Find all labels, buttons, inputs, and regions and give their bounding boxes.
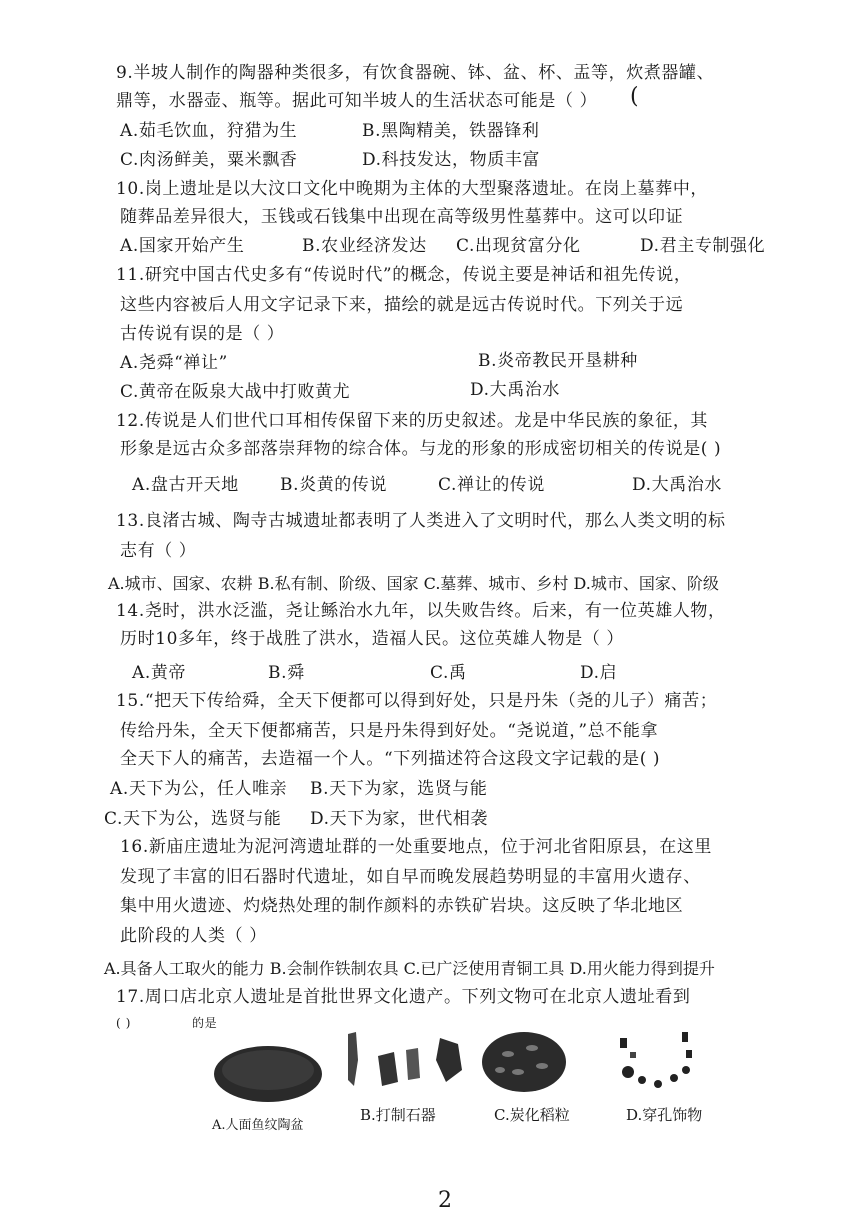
q11-option-d: D.大禹治水 (470, 380, 561, 400)
q14-option-b: B.舜 (268, 663, 305, 683)
q9-option-b: B.黑陶精美，铁器锋利 (362, 121, 540, 141)
q14-option-c: C.禹 (430, 663, 467, 683)
q11-option-a: A.尧舜“禅让” (120, 353, 228, 373)
q11-option-c: C.黄帝在阪泉大战中打败黄尤 (120, 382, 351, 402)
q12-option-d: D.大禹治水 (632, 475, 723, 495)
q14-option-d: D.启 (580, 663, 618, 683)
q17-option-c: C.炭化稻粒 (494, 1106, 570, 1124)
q15-option-a: A.天下为公，任人唯亲 (110, 779, 288, 799)
q10-option-c: C.出现贫富分化 (456, 236, 581, 256)
q16-stem-line2: 发现了丰富的旧石器时代遗址，如自早而晚发展趋势明显的丰富用火遗存、 (120, 867, 701, 887)
q11-stem-line3: 古传说有误的是（ ） (120, 324, 285, 344)
q16-stem-line1: 16.新庙庄遗址为泥河湾遗址群的一处重要地点，位于河北省阳原县，在这里 (120, 837, 713, 857)
q17-stem-line1: 17.周口店北京人遗址是首批世界文化遗产。下列文物可在北京人遗址看到 (116, 987, 691, 1007)
q13-options: A.城市、国家、农耕 B.私有制、阶级、国家 C.墓葬、城市、乡村 D.城市、国家、阶级 (108, 574, 719, 593)
q12-option-c: C.禅让的传说 (438, 475, 546, 495)
q17-answer-bracket: ( ) (116, 1016, 131, 1030)
q12-stem-line2: 形象是远古众多部落崇拜物的综合体。与龙的形象的形成密切相关的传说是( ) (120, 439, 722, 459)
q16-stem-line3: 集中用火遗迹、灼烧热处理的制作颜料的赤铁矿岩块。这反映了华北地区 (120, 896, 684, 916)
q15-option-b: B.天下为家，选贤与能 (310, 779, 488, 799)
q9-option-a: A.茹毛饮血，狩猎为生 (120, 121, 298, 141)
q10-stem-line2: 随葬品差异很大，玉钱或石钱集中出现在高等级男性墓葬中。这可以印证 (120, 207, 684, 227)
q12-option-a: A.盘古开天地 (132, 475, 239, 495)
q12-stem-line1: 12.传说是人们世代口耳相传保留下来的历史叙述。龙是中华民族的象征，其 (116, 411, 709, 431)
q10-stem-line1: 10.岗上遗址是以大汶口文化中晚期为主体的大型聚落遗址。在岗上墓葬中， (116, 179, 709, 199)
q11-stem-line2: 这些内容被后人用文字记录下来，描绘的就是远古传说时代。下列关于远 (120, 295, 684, 315)
q15-option-d: D.天下为家，世代相袭 (310, 809, 489, 829)
q9-stem-line1: 9.半坡人制作的陶器种类很多，有饮食器碗、钵、盆、杯、盂等，炊煮器罐、 (116, 63, 715, 83)
q10-option-b: B.农业经济发达 (302, 236, 427, 256)
carbonized-rice-image (478, 1026, 570, 1096)
q16-stem-line4: 此阶段的人类（ ） (120, 926, 267, 946)
q14-option-a: A.黄帝 (132, 663, 187, 683)
q10-option-d: D.君主专制强化 (640, 236, 766, 256)
q14-stem-line1: 14.尧时，洪水泛滥，尧让鲧治水九年，以失败告终。后来，有一位英雄人物， (116, 601, 726, 621)
q9-stem-line2: 鼎等，水器壶、瓶等。据此可知半坡人的生活状态可能是（ ） (116, 91, 598, 111)
q10-option-a: A.国家开始产生 (120, 236, 245, 256)
q9-option-c: C.肉汤鲜美，粟米飘香 (120, 150, 298, 170)
q15-stem-line2: 传给丹朱，全天下便都痛苦，只是丹朱得到好处。“尧说道，”总不能拿 (120, 721, 659, 741)
q11-stem-line1: 11.研究中国古代史多有“传说时代”的概念，传说主要是神话和祖先传说， (116, 265, 692, 285)
q15-option-c: C.天下为公，选贤与能 (104, 809, 282, 829)
q12-option-b: B.炎黄的传说 (280, 475, 388, 495)
q16-options: A.具备人工取火的能力 B.会制作铁制农具 C.已广泛使用青铜工具 D.用火能力得到提升 (104, 959, 715, 978)
q11-option-b: B.炎帝教民开垦耕种 (478, 351, 638, 371)
q14-stem-line2: 历时10多年，终于战胜了洪水，造福人民。这位英雄人物是（ ） (120, 629, 625, 649)
q17-stem-line2: 的是 (192, 1016, 218, 1030)
q17-option-a: A.人面鱼纹陶盆 (212, 1118, 304, 1133)
stone-tools-image (342, 1030, 472, 1090)
q17-option-d: D.穿孔饰物 (626, 1106, 703, 1124)
q17-option-b: B.打制石器 (360, 1106, 436, 1124)
q9-option-d: D.科技发达，物质丰富 (362, 150, 541, 170)
q15-stem-line1: 15.“把天下传给舜，全天下便都可以得到好处，只是丹朱（尧的儿子）痛苦； (116, 691, 718, 711)
q15-stem-line3: 全天下人的痛苦，去造福一个人。“下列描述符合这段文字记载的是( ) (120, 749, 661, 769)
page-number: 2 (438, 1188, 452, 1213)
q13-stem-line1: 13.良渚古城、陶寺古城遗址都表明了人类进入了文明时代，那么人类文明的标 (116, 511, 726, 531)
q13-stem-line2: 志有（ ） (120, 541, 197, 561)
pottery-basin-image (208, 1040, 328, 1108)
perforated-ornaments-image (612, 1028, 702, 1094)
handwritten-mark: ( (630, 84, 639, 109)
